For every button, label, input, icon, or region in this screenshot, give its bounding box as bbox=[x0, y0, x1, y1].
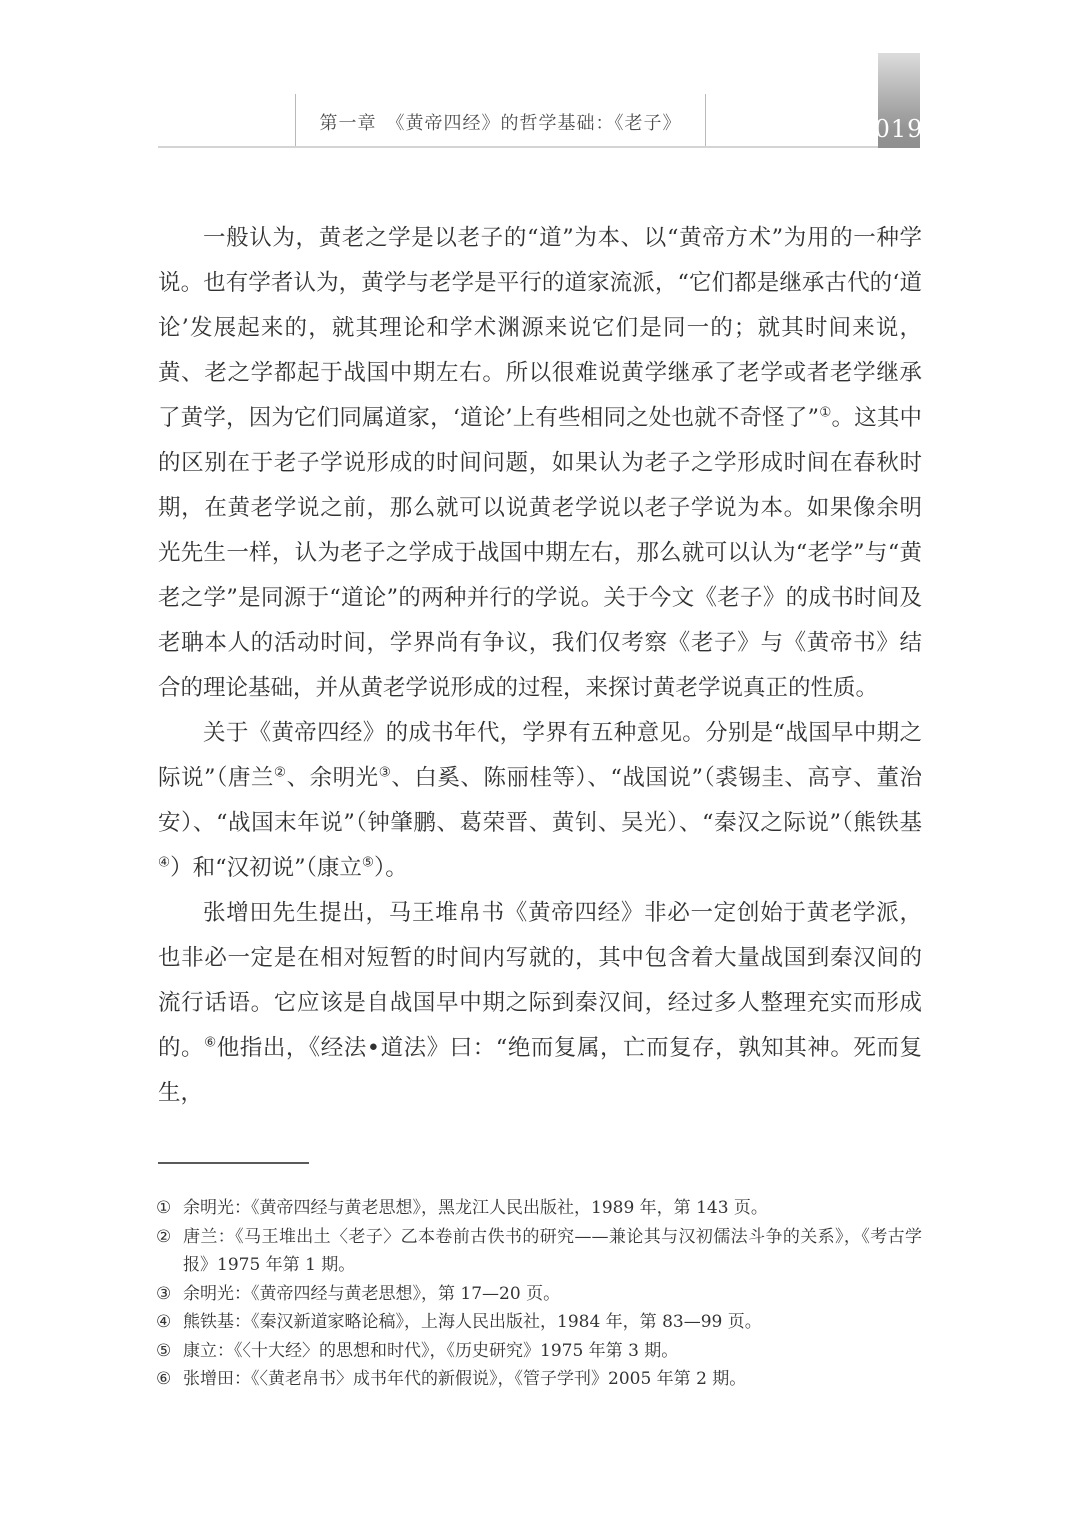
footnote-item bbox=[156, 1194, 922, 1223]
footnote-ref: ① bbox=[819, 404, 832, 421]
header-rule bbox=[158, 146, 920, 148]
footnote-ref: ② bbox=[273, 764, 287, 781]
footnote-item bbox=[156, 1280, 922, 1309]
chapter-title: 第一章 《黄帝四经》的哲学基础：《老子》 bbox=[319, 113, 682, 134]
footnote-item bbox=[156, 1365, 922, 1394]
footnote-text: 唐兰：《马王堆出土〈老子〉乙本卷前古佚书的研究——兼论其与汉初儒法斗争的关系》，《考古学报》1975 年第 1 期。 bbox=[183, 1226, 922, 1275]
footnote-marker: ① bbox=[156, 1198, 172, 1218]
body-text bbox=[158, 216, 922, 1116]
paragraph: 一般认为，黄老之学是以老子的“道”为本、以“黄帝方术”为用的一种学说。也有学者认为，黄学与老学是平行的道家流派，“它们都是继承古代的‘道论’发展起来的，就其理论和学术渊源来说它们是同一的；就其时间来说，黄、老之学都起于战国中期左右。所以很难说黄学继承了老学或者老学继承了黄学，因为它们同属道家，‘道论’上有些相同之处也就不奇怪了”①。这其中的区别在于老子学说形成的时间问题，如果认为老子之学形成时间在春秋时期，在黄老学说之前，那么就可以说黄老学说以老子学说为本。如果像余明光先生一样，认为老子之学成于战国中期左右，那么就可以认为“老学”与“黄老之学”是同源于“道论”的两种并行的学说。关于今文《老子》的成书时间及老聃本人的活动时间，学界尚有争议，我们仅考察《老子》与《黄帝书》结合的理论基础，并从黄老学说形成的过程，来探讨黄老学说真正的性质。 bbox=[158, 225, 922, 701]
footnote-ref: ④ bbox=[158, 854, 171, 871]
footnote-list bbox=[156, 1194, 922, 1394]
footnote-ref: ⑥ bbox=[204, 1034, 217, 1051]
footnote-marker: ⑤ bbox=[156, 1340, 172, 1361]
footnote-marker: ② bbox=[156, 1226, 172, 1247]
footnote-item bbox=[156, 1223, 922, 1280]
footnote-text: 余明光：《黄帝四经与黄老思想》，第 17—20 页。 bbox=[183, 1283, 561, 1304]
footnote-marker: ④ bbox=[156, 1312, 172, 1332]
footnote-marker: ⑥ bbox=[156, 1369, 172, 1389]
footnote-ref: ⑤ bbox=[361, 854, 374, 871]
header-divider-right bbox=[705, 94, 706, 147]
footnote-text: 张增田：《〈黄老帛书〉成书年代的新假说》，《管子学刊》2005 年第 2 期。 bbox=[183, 1369, 747, 1389]
footnote-text: 熊铁基：《秦汉新道家略论稿》，上海人民出版社，1984 年，第 83—99 页。 bbox=[183, 1312, 762, 1332]
footnote-item bbox=[156, 1308, 922, 1337]
paragraph: 张增田先生提出，马王堆帛书《黄帝四经》非必一定创始于黄老学派，也非必一定是在相对短暂的时间内写就的，其中包含着大量战国到秦汉间的流行话语。它应该是自战国早中期之际到秦汉间，经过多人整理充实而形成的。⑥他指出，《经法•道法》曰：“绝而复属，亡而复存，孰知其神。死而复生， bbox=[158, 900, 923, 1106]
footnote-marker: ③ bbox=[156, 1283, 172, 1304]
page-number: 019 bbox=[874, 115, 924, 143]
footnote-separator bbox=[158, 1162, 309, 1164]
footnote-text: 康立：《〈十大经〉的思想和时代》，《历史研究》1975 年第 3 期。 bbox=[183, 1340, 679, 1361]
footnote-ref: ③ bbox=[378, 764, 392, 781]
footnote-text: 余明光：《黄帝四经与黄老思想》，黑龙江人民出版社，1989 年，第 143 页。 bbox=[183, 1198, 768, 1218]
footnote-item bbox=[156, 1337, 922, 1366]
page-number-badge bbox=[874, 53, 924, 148]
paragraph: 关于《黄帝四经》的成书年代，学界有五种意见。分别是“战国早中期之际说”（唐兰②、余明光③、白奚、陈丽桂等）、“战国说”（裘锡圭、高亨、董治安）、“战国末年说”（钟肇鹏、葛荣晋、黄钊、吴光）、“秦汉之际说”（熊铁基④）和“汉初说”（康立⑤）。 bbox=[158, 720, 922, 881]
footnotes-section bbox=[156, 1162, 922, 1394]
